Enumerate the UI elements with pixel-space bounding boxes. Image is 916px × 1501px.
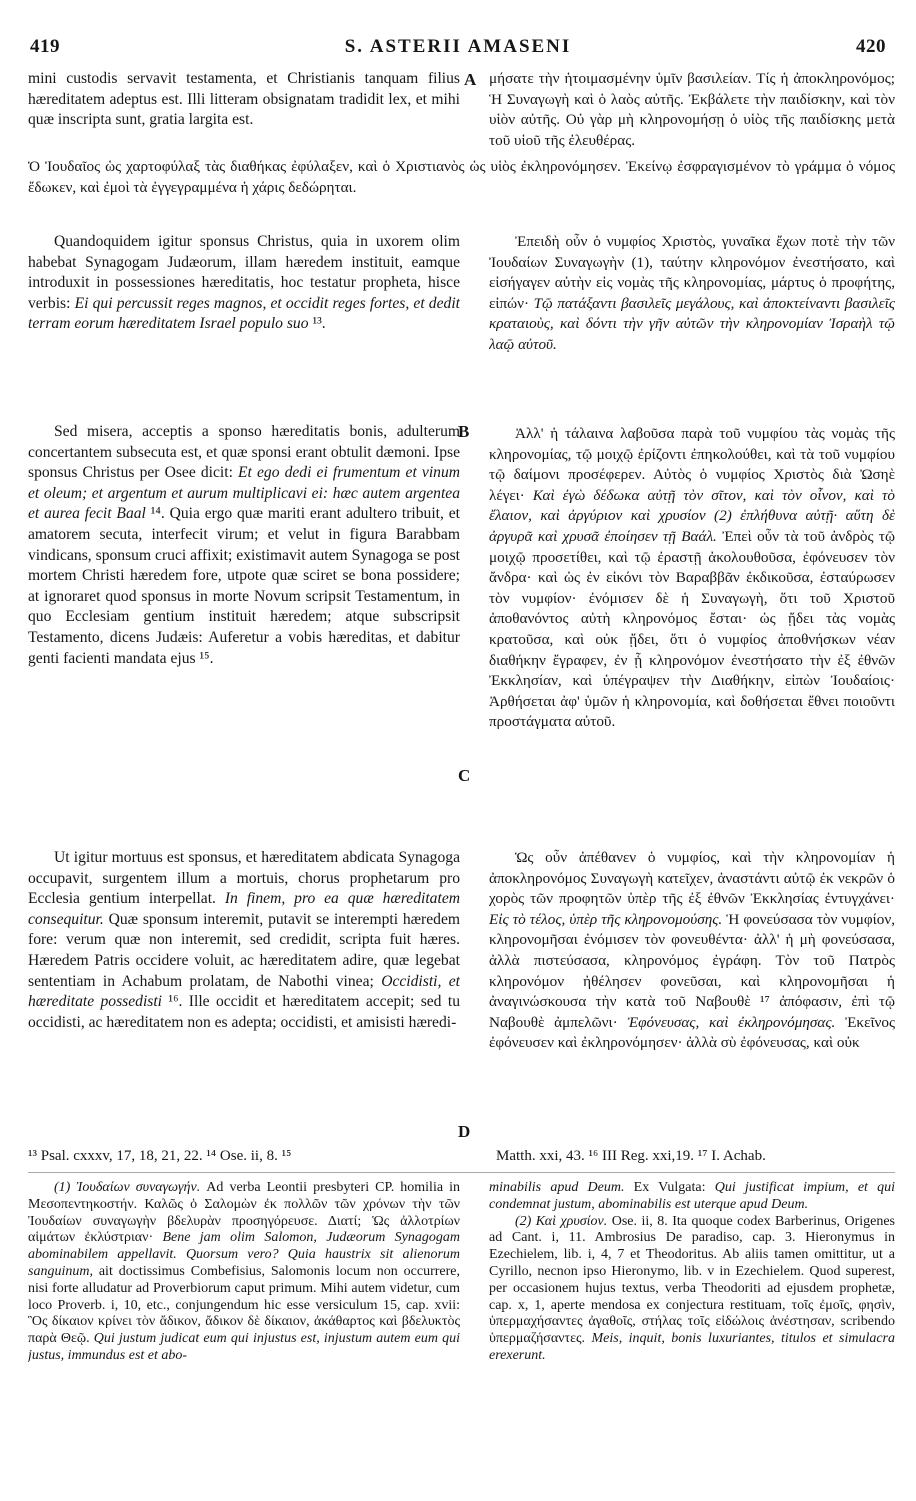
footnote-divider xyxy=(28,1172,895,1173)
greek-paragraph-2: Ἀλλ' ἡ τάλαινα λαβοῦσα παρὰ τοῦ νυμφίου τὰς νομὰς τῆς κληρονομίας, τῷ μοιχῷ ἐρίζοντι ἐπηκολούθει, καὶ τὰ τοῦ νυμφίου τῷ δαίμονι προσέφερεν. Αὐτὸς ὁ νυμφίος Χριστὸς διὰ Ὠσηὲ λέγει· Καὶ ἐγὼ δέδωκα αὐτῇ τὸν σῖτον, καὶ τὸν οἶνον, καὶ τὸ ἔλαιον, καὶ ἀργύριον καὶ χρυσίον (2) ἐπλήθυνα αὐτῇ· αὕτη δὲ ἀργυρᾶ καὶ χρυσᾶ ἐποίησεν τῇ Βαάλ. Ἐπεὶ οὖν τὰ τοῦ ἀνδρὸς τῷ μοιχῷ προσετίθει, καὶ τῷ ἐραστῇ ἀκολουθοῦσα, ἐφόνευσεν τὸν ἄνδρα· καὶ ὡς ἐν εἰκόνι τὸν Βαραββᾶν ἐκδικοῦσα, ἐσταύρωσεν τὸν νυμφίον· ἐνόμισεν δὲ ἡ Συναγωγὴ, ὅτι τοῦ Χριστοῦ ἀποθανόντος αὐτὴ κληρονόμος ἔσται· ὡς ᾔδει τὰς νομὰς κρατοῦσα, καὶ οὐκ ᾔδει, ὅτι ὁ νυμφίος ἀποθνήσκων νέαν διαθήκην ἔγραφεν, ἐν ᾗ κληρονόμον ἐνεστήσατο τὴν ἐξ ἐθνῶν Ἐκκλησίαν, καὶ ὑπέγραψεν τὴν Διαθήκην, εἰπὼν Ἰουδαίοις· Ἀρθήσεται ἀφ' ὑμῶν ἡ κληρονομία, καὶ δοθήσεται ἔθνει ποιοῦντι προστάγματα αὐτοῦ. xyxy=(489,425,895,731)
scripture-references-right: Matth. xxi, 43. ¹⁶ III Reg. xxi,19. ¹⁷ I. Achab. xyxy=(496,1148,766,1164)
scripture-references xyxy=(28,1148,895,1168)
margin-marker-b: B xyxy=(458,422,470,441)
greek-full-width-paragraph: Ὁ Ἰουδαῖος ὡς χαρτοφύλαξ τὰς διαθήκας ἐφύλαξεν, καὶ ὁ Χριστιανὸς ὡς υἱὸς ἐκληρονόμησεν. Ἐκείνῳ ἐσφραγισμένον τὸ γράμμα ὁ νόμος ἔδωκεν, καὶ ἐμοὶ τὰ ἐγγεγραμμένα ἡ χάρις δεδώρηται. xyxy=(28,158,895,196)
running-title: S. ASTERII AMASENI xyxy=(344,36,572,57)
margin-marker-c: C xyxy=(458,766,471,785)
latin-opening: mini custodis servavit testamenta, et Christianis tanquam filius hæreditatem adeptus est. Illi litteram obsignatam tradidit lex, et mihi quæ inscripta sunt, gratia largita est. xyxy=(28,70,460,129)
page-number-left: 419 xyxy=(30,36,60,57)
margin-marker-d: D xyxy=(458,1122,471,1141)
footnote-1: (1) Ἰουδαίων συναγωγήν. Ad verba Leontii presbyteri CP. homilia in Μεσοπεντηκοστήν. Καλῶς ὁ Σαλομὼν ἐκ πολλῶν τῶν χρόνων τὴν τῶν Ἰουδαίων συναγωγὴν βδελυρὰν προσηγόρευσε. Διατί; Ὡς ἀλλοτρίων αἱμάτων ἐκλύστριαν· Bene jam olim Salomon, Judæorum Synagogam abominabilem appellavit. Quorsum vero? Quia haustrix sit alienorum sanguinum, ait doctissimus Combefisius, Salomonis locum non occurrere, nisi forte alludatur ad Proverbiorum caput primum. Mihi autem videtur, cum loco Proverb. i, 10, etc., conjungendum hic esse versiculum 15, cap. xvii: Ὃς δίκαιον κρίνει τὸν ἄδικον, ἄδικον δὲ δίκαιον, ἀκάθαρτος καὶ βδελυκτὸς παρὰ Θεῷ. Qui justum judicat eum qui injustus est, injustum autem eum qui justus, immundus est et abo- xyxy=(28,1180,460,1363)
scripture-references-left: ¹³ Psal. cxxxv, 17, 18, 21, 22. ¹⁴ Ose. ii, 8. ¹⁵ xyxy=(28,1148,292,1164)
latin-paragraph-3: Ut igitur mortuus est sponsus, et hæreditatem abdicata Synagoga occupavit, surgentem illum a mortuis, chorus prophetarum pro Ecclesia gentium interpellat. In finem, pro ea quæ hæreditatem consequitur. Quæ sponsum interemit, putavit se interempti hæredem fore: verum quæ non interemit, sed credidit, scripta fuit hæres. Hæredem Patris occidere voluit, ac hæreditatem adire, quæ legebat sententiam in Achabum prolatam, de Nabothi vinea; Occidisti, et hæreditate possedisti ¹⁶. Ille occidit et hæreditatem accepit; sed tu occidisti, ac hæreditatem non es adepta; occidisti, et amisisti hæredi- xyxy=(28,849,460,1031)
greek-paragraph-3: Ὡς οὖν ἀπέθανεν ὁ νυμφίος, καὶ τὴν κληρονομίαν ἡ ἀποκληρονόμος Συναγωγὴ κατεῖχεν, ἀναστάντι αὐτῷ ἐκ νεκρῶν ὁ χορὸς τῶν προφητῶν ὑπὲρ τῆς ἐξ ἐθνῶν Ἐκκλησίας ἐντυγχάνει· Εἰς τὸ τέλος, ὑπὲρ τῆς κληρονομούσης. Ἡ φονεύσασα τὸν νυμφίον, κληρονομῆσαι ἐνόμισεν τὸν φονευθέντα· ἀλλ' ἡ μὴ φονεύσασα, ἀλλὰ πιστεύσασα, κληρονόμος ἐγράφη. Τὸν τοῦ Πατρὸς κληρονόμον ἠθέλησεν φονεῦσαι, καὶ κληρονομῆσαι ἡ ἀναγινώσκουσα τὴν κατὰ τοῦ Ναβουθὲ ¹⁷ ἀπόφασιν, ἐπὶ τῷ Ναβουθὲ ἀμπελῶνι· Ἐφόνευσας, καὶ ἐκληρονόμησας. Ἐκεῖνος ἐφόνευσεν καὶ ἐκληρονόμησεν· ἀλλὰ σὺ ἐφόνευσας, καὶ οὐκ xyxy=(489,849,895,1052)
footnote-2: minabilis apud Deum. Ex Vulgata: Qui justificat impium, et qui condemnat justum, abominabilis est uterque apud Deum. (2) Καὶ χρυσίον. Ose. ii, 8. Ita quoque codex Barberinus, Origenes ad Cant. i, 11. Ambrosius De paradiso, cap. 3. Hieronymus in Ezechielem, lib. i, 4, 7 et Theodoritus. Ab aliis tamen omittitur, ut a Cyrillo, necnon ipso Hieronymo, lib. v in Ezechielem. Quod superest, per occasionem hujus textus, verba Theodoriti ad ejusdem prophetæ, cap. x, 1, aperte mendosa ex conjectura restituam, τοῖς ἐμοῖς, φησὶν, ὑπερμαχήσαντες ἀγαθοῖς, στήλας τοῖς εἰδώλοις ἀνέστησαν, scribendo ὑπερμαζήσαντες. Meis, inquit, bonis luxuriantes, titulos et simulacra erexerunt. xyxy=(489,1180,895,1363)
margin-marker-a: A xyxy=(464,70,477,89)
greek-paragraph-1: Ἐπειδὴ οὖν ὁ νυμφίος Χριστὸς, γυναῖκα ἔχων ποτὲ τὴν τῶν Ἰουδαίων Συναγωγὴν (1), ταύτην κληρονόμον ἐνεστήσατο, καὶ εἰσήγαγεν αὐτὴν εἰς νομὰς τῆς κληρονομίας, μάρτυς ὁ προφήτης, εἰπών· Τῷ πατάξαντι βασιλεῖς μεγάλους, καὶ ἀποκτείναντι βασιλεῖς κραταιοὺς, καὶ δόντι τὴν γῆν αὐτῶν τὴν κληρονομίαν Ἰσραὴλ τῷ λαῷ αὐτοῦ. xyxy=(489,233,895,353)
latin-paragraph-2: Sed misera, acceptis a sponso hæreditatis bonis, adulterum concertantem subsecuta est, et quæ sponsi erant obtulit dæmoni. Ipse sponsus Christus per Osee dicit: Et ego dedi ei frumentum et vinum et oleum; et argentum et aurum multiplicavi ei: hæc autem argentea et aurea fecit Baal ¹⁴. Quia ergo quæ mariti erant adultero tribuit, et amatorem secuta, interfecit virum; et velut in figura Barabbam vindicans, sponsum cruci affixit; existimavit autem Synagoga se post mortem Christi hæredem fore, utpote quæ sciret se bona possidere; at ignoraret quod sponsus in morte Novum scripsit Testamentum, in quo Ecclesiam gentium instituit hæredem; atque subscripsit Testamento, dicens Judæis: Auferetur a vobis hæreditas, et dabitur genti facienti mandata ejus ¹⁵. xyxy=(28,423,460,667)
greek-opening: μήσατε τὴν ἡτοιμασμένην ὑμῖν βασιλείαν. Τίς ἡ ἀποκληρονόμος; Ἡ Συναγωγὴ καὶ ὁ λαὸς αὐτῆς. Ἐκβάλετε τὴν παιδίσκην, καὶ τὸν υἱὸν αὐτῆς. Οὐ γὰρ μὴ κληρονομήσῃ ὁ υἱὸς τῆς παιδίσκης μετὰ τοῦ υἱοῦ τῆς ἐλευθέρας. xyxy=(489,70,895,149)
page-number-right: 420 xyxy=(856,36,886,57)
page-header xyxy=(30,36,886,62)
latin-paragraph-1: Quandoquidem igitur sponsus Christus, quia in uxorem olim habebat Synagogam Judæorum, illam hæredem instituit, eamque introduxit in possessiones hæreditatis, hoc testatur propheta, hisce verbis: Ei qui percussit reges magnos, et occidit reges fortes, et dedit terram eorum hæreditatem Israel populo suo ¹³. xyxy=(28,233,460,333)
